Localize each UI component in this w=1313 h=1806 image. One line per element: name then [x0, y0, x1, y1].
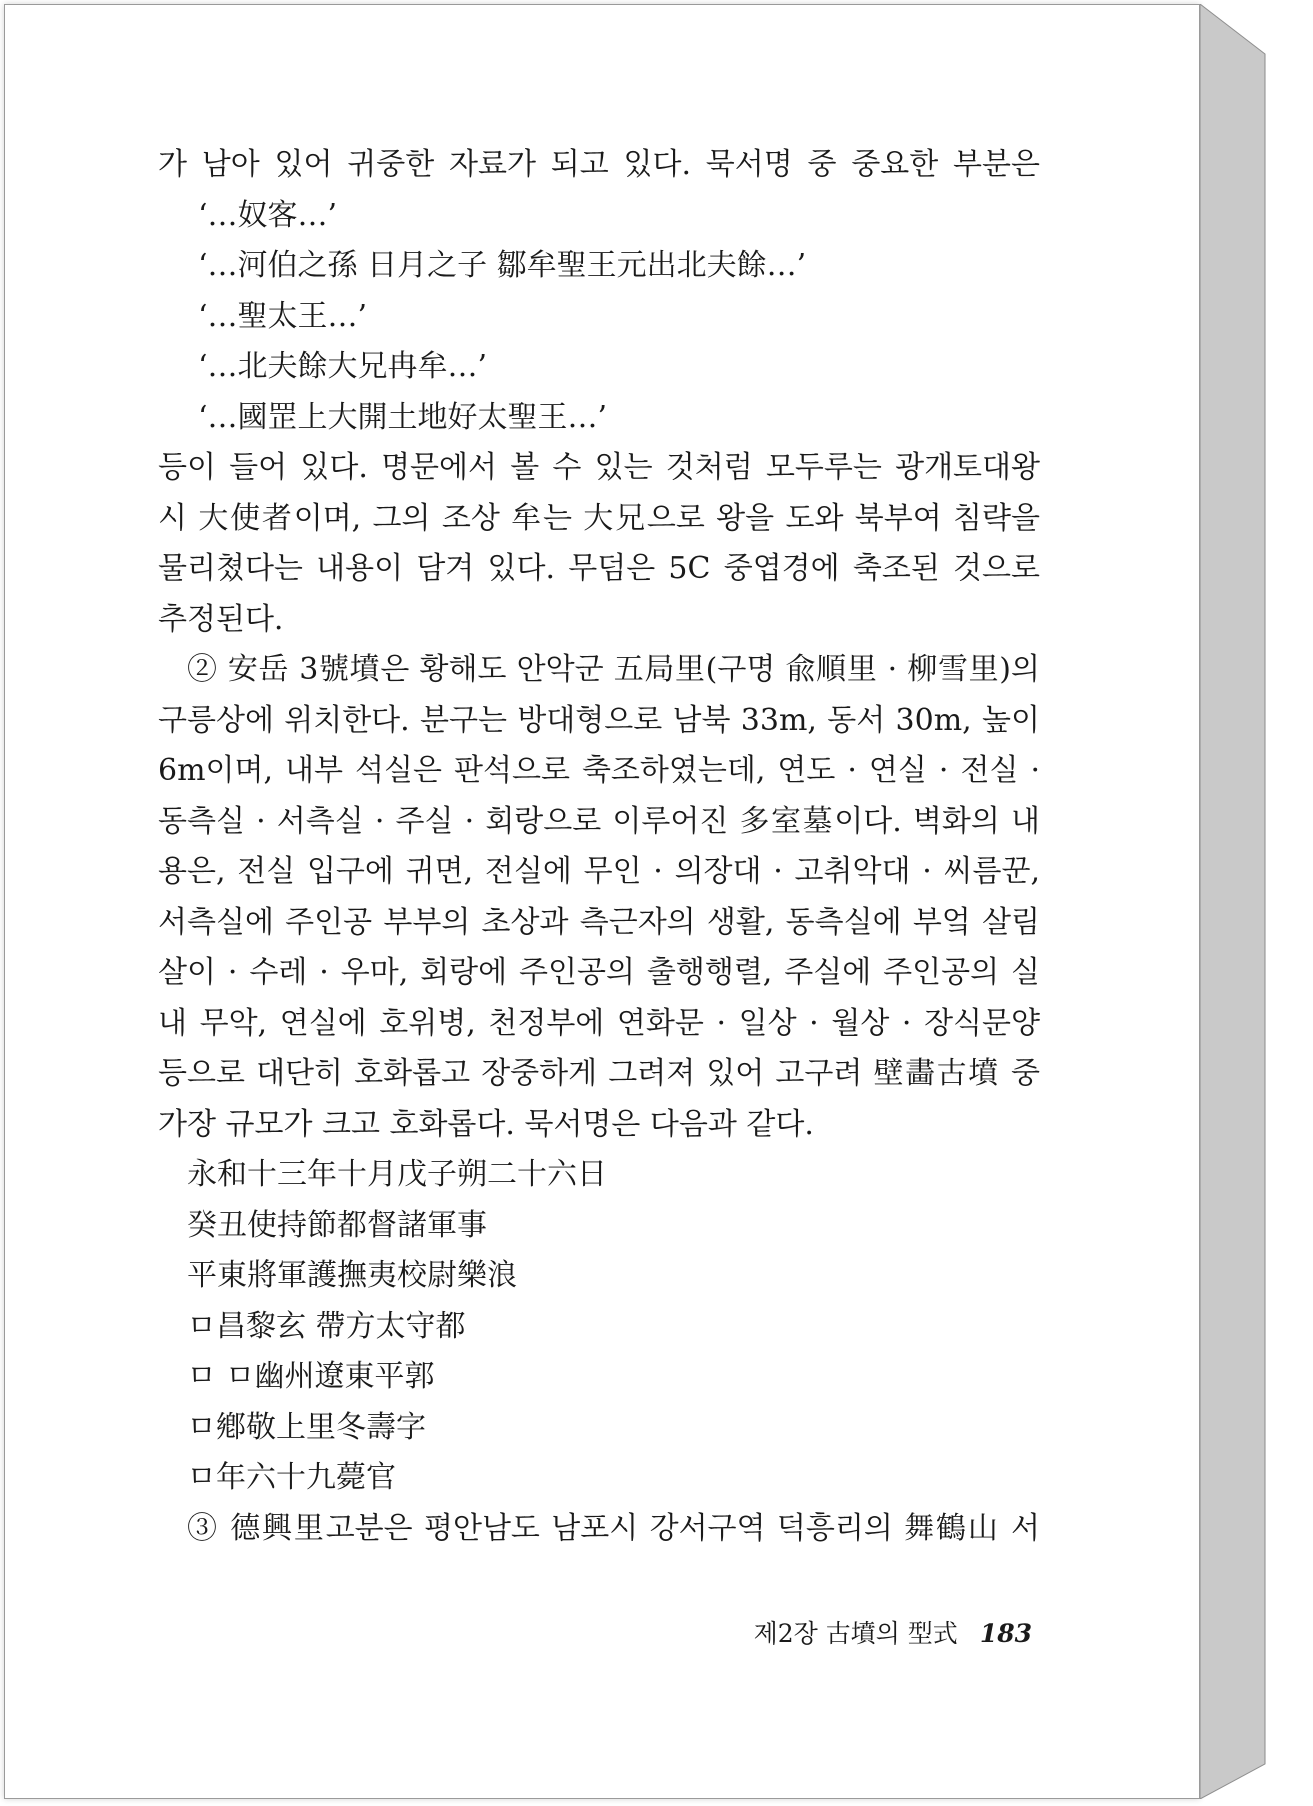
- body-text: [158, 140, 1040, 1554]
- paragraph-line: 용은, 전실 입구에 귀면, 전실에 무인 · 의장대 · 고취악대 · 씨름꾼,: [158, 854, 1040, 889]
- inscription-line: ㅁ鄕敬上里冬壽字: [187, 1409, 426, 1445]
- quotation-line: ‘…聖太王…’: [198, 298, 368, 334]
- inscription-line: 平東將軍護撫夷校尉樂浪: [187, 1258, 517, 1293]
- inscription-line: ㅁ年六十九薨官: [187, 1460, 396, 1495]
- inscription-line: ㅁ ㅁ幽州遼東平郭: [187, 1359, 435, 1394]
- page-footer: [754, 1614, 1032, 1650]
- paragraph-line: 동측실 · 서측실 · 주실 · 회랑으로 이루어진 多室墓이다. 벽화의 내: [158, 803, 1040, 839]
- paragraph-line: 가장 규모가 크고 호화롭다. 묵서명은 다음과 같다.: [158, 1106, 814, 1142]
- quotation-line: ‘…奴客…’: [198, 197, 338, 233]
- paragraph-line: ③ 德興里고분은 평안남도 남포시 강서구역 덕흥리의 舞鶴山 서: [187, 1510, 1040, 1546]
- quotation-line: ‘…國罡上大開土地好太聖王…’: [198, 399, 608, 435]
- paragraph-line: 살이 · 수레 · 우마, 회랑에 주인공의 출행행렬, 주실에 주인공의 실: [158, 955, 1040, 990]
- paragraph-line: 가 남아 있어 귀중한 자료가 되고 있다. 묵서명 중 중요한 부분은: [158, 147, 1040, 182]
- running-head: 제2장 古墳의 型式: [753, 1619, 958, 1648]
- paragraph-line: 서측실에 주인공 부부의 초상과 측근자의 생활, 동측실에 부엌 살림: [158, 904, 1040, 940]
- inscription-line: 癸丑使持節都督諸軍事: [187, 1207, 487, 1243]
- book-thickness-edge: [1200, 4, 1280, 1799]
- paragraph-line: 등이 들어 있다. 명문에서 볼 수 있는 것처럼 모두루는 광개토대왕: [158, 450, 1040, 485]
- paragraph-line: ② 安岳 3號墳은 황해도 안악군 五局里(구명 兪順里 · 柳雪里)의: [187, 652, 1040, 687]
- paragraph-line: 등으로 대단히 호화롭고 장중하게 그려져 있어 고구려 壁畵古墳 중: [158, 1056, 1040, 1091]
- page-number: 183: [979, 1619, 1032, 1648]
- inscription-line: ㅁ昌黎玄 帶方太守都: [187, 1308, 466, 1344]
- inscription-line: 永和十三年十月戊子朔二十六日: [187, 1157, 607, 1192]
- paragraph-line: 시 大使者이며, 그의 조상 牟는 大兄으로 왕을 도와 북부여 침략을: [158, 500, 1040, 536]
- quotation-line: ‘…北夫餘大兄冉牟…’: [198, 349, 488, 384]
- paragraph-line: 추정된다.: [158, 601, 284, 637]
- quotation-line: ‘…河伯之孫 日月之子 鄒牟聖王元出北夫餘…’: [198, 248, 807, 283]
- paragraph-line: 물리쳤다는 내용이 담겨 있다. 무덤은 5C 중엽경에 축조된 것으로: [158, 551, 1040, 586]
- paragraph-line: 6m이며, 내부 석실은 판석으로 축조하였는데, 연도 · 연실 · 전실 ·: [158, 753, 1040, 788]
- paragraph-line: 구릉상에 위치한다. 분구는 방대형으로 남북 33m, 동서 30m, 높이: [158, 702, 1040, 738]
- paragraph-line: 내 무악, 연실에 호위병, 천정부에 연화문 · 일상 · 월상 · 장식문양: [158, 1005, 1040, 1041]
